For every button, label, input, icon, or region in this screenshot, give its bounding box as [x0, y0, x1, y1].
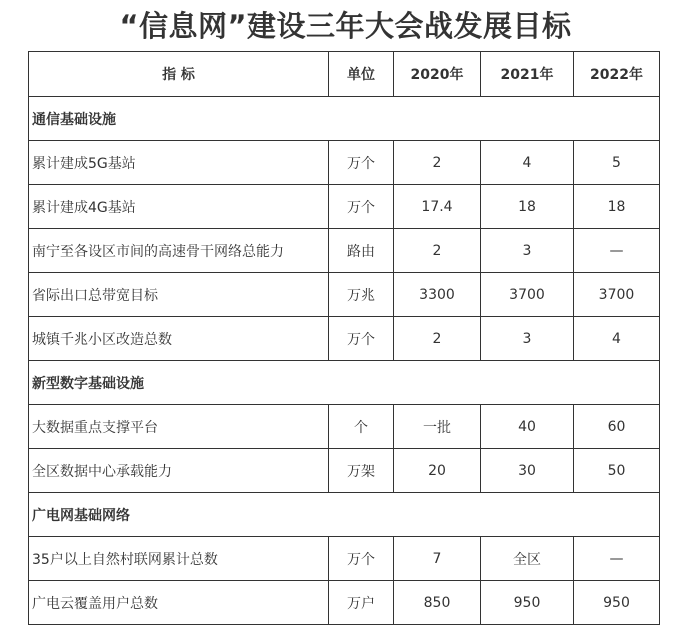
- value-2022-cell: 60: [574, 405, 660, 449]
- unit-cell: 万个: [329, 537, 394, 581]
- header-indicator: 指 标: [29, 52, 329, 97]
- table-row: [29, 273, 660, 317]
- value-2021-cell: 3: [481, 317, 574, 361]
- value-2020-cell: 850: [394, 581, 481, 625]
- table-row: [29, 581, 660, 625]
- indicator-cell: 省际出口总带宽目标: [29, 273, 329, 317]
- value-2020-cell: 17.4: [394, 185, 481, 229]
- value-2021-cell: 4: [481, 141, 574, 185]
- value-2022-cell: 950: [574, 581, 660, 625]
- value-2020-cell: 2: [394, 229, 481, 273]
- value-2021-cell: 30: [481, 449, 574, 493]
- unit-cell: 万架: [329, 449, 394, 493]
- value-2022-cell: 4: [574, 317, 660, 361]
- page-title: “信息网”建设三年大会战发展目标: [119, 9, 572, 43]
- value-2020-cell: 20: [394, 449, 481, 493]
- indicator-cell: 广电云覆盖用户总数: [29, 581, 329, 625]
- value-2022-cell: 50: [574, 449, 660, 493]
- table-row: [29, 537, 660, 581]
- table-row: [29, 405, 660, 449]
- value-2020-cell: 7: [394, 537, 481, 581]
- unit-cell: 万个: [329, 317, 394, 361]
- value-2020-cell: 3300: [394, 273, 481, 317]
- value-2021-cell: 全区: [481, 537, 574, 581]
- section-row: [29, 361, 660, 405]
- value-2022-cell: —: [574, 537, 660, 581]
- value-2022-cell: 5: [574, 141, 660, 185]
- unit-cell: 个: [329, 405, 394, 449]
- unit-cell: 万兆: [329, 273, 394, 317]
- header-2021: 2021年: [481, 52, 574, 97]
- table-row: [29, 229, 660, 273]
- section-row: [29, 493, 660, 537]
- section-title: 广电网基础网络: [29, 493, 660, 537]
- unit-cell: 万户: [329, 581, 394, 625]
- value-2022-cell: —: [574, 229, 660, 273]
- unit-cell: 万个: [329, 141, 394, 185]
- table-body: [29, 97, 660, 625]
- value-2022-cell: 3700: [574, 273, 660, 317]
- section-title: 新型数字基础设施: [29, 361, 660, 405]
- indicator-cell: 全区数据中心承载能力: [29, 449, 329, 493]
- value-2021-cell: 18: [481, 185, 574, 229]
- table-row: [29, 185, 660, 229]
- value-2020-cell: 一批: [394, 405, 481, 449]
- indicator-cell: 累计建成4G基站: [29, 185, 329, 229]
- value-2021-cell: 40: [481, 405, 574, 449]
- value-2021-cell: 3700: [481, 273, 574, 317]
- header-unit: 单位: [329, 52, 394, 97]
- table-row: [29, 317, 660, 361]
- header-2020: 2020年: [394, 52, 481, 97]
- indicator-cell: 城镇千兆小区改造总数: [29, 317, 329, 361]
- indicator-cell: 35户以上自然村联网累计总数: [29, 537, 329, 581]
- value-2021-cell: 3: [481, 229, 574, 273]
- unit-cell: 万个: [329, 185, 394, 229]
- table-header: [29, 52, 660, 97]
- header-row: [29, 52, 660, 97]
- table-row: [29, 449, 660, 493]
- section-row: [29, 97, 660, 141]
- indicator-cell: 大数据重点支撑平台: [29, 405, 329, 449]
- value-2020-cell: 2: [394, 141, 481, 185]
- header-2022: 2022年: [574, 52, 660, 97]
- section-title: 通信基础设施: [29, 97, 660, 141]
- indicator-cell: 南宁至各设区市间的高速骨干网络总能力: [29, 229, 329, 273]
- value-2022-cell: 18: [574, 185, 660, 229]
- table-row: [29, 141, 660, 185]
- indicator-cell: 累计建成5G基站: [29, 141, 329, 185]
- unit-cell: 路由: [329, 229, 394, 273]
- value-2020-cell: 2: [394, 317, 481, 361]
- value-2021-cell: 950: [481, 581, 574, 625]
- goals-table: [28, 51, 660, 625]
